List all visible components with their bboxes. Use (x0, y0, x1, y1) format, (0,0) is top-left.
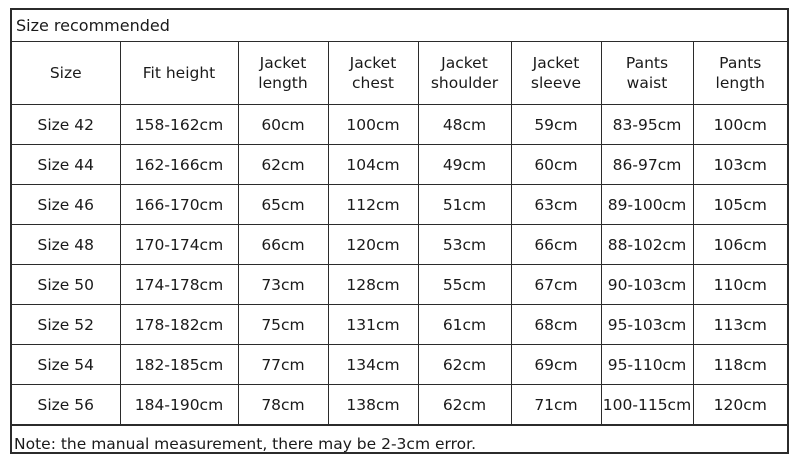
header-text: Jacket (532, 54, 580, 72)
cell-jacket-chest: 120cm (328, 225, 418, 265)
header-text: chest (351, 74, 395, 92)
table-row (12, 305, 787, 345)
cell-pants-waist: 86-97cm (601, 145, 693, 185)
header-jacket-sleeve (511, 42, 601, 105)
header-text: shoulder (430, 74, 499, 92)
cell-jacket-length: 60cm (238, 105, 328, 145)
cell-jacket-sleeve: 66cm (511, 225, 601, 265)
cell-jacket-shoulder: 61cm (418, 305, 511, 345)
header-pants-waist (601, 42, 693, 105)
cell-fit-height: 174-178cm (120, 265, 238, 305)
cell-fit-height: 170-174cm (120, 225, 238, 265)
cell-jacket-shoulder: 62cm (418, 345, 511, 385)
measurement-note: Note: the manual measurement, there may be 2-3cm error. (12, 425, 787, 461)
header-text: sleeve (530, 74, 582, 92)
cell-jacket-shoulder: 55cm (418, 265, 511, 305)
header-text: Fit height (142, 64, 216, 82)
header-text: Jacket (259, 54, 307, 72)
header-row (12, 42, 787, 105)
cell-jacket-shoulder: 62cm (418, 385, 511, 425)
header-text: Pants (625, 54, 669, 72)
cell-pants-waist: 100-115cm (601, 385, 693, 425)
header-text: Pants (719, 54, 762, 72)
cell-size: Size 56 (12, 385, 120, 425)
cell-jacket-sleeve: 60cm (511, 145, 601, 185)
cell-jacket-sleeve: 59cm (511, 105, 601, 145)
cell-jacket-length: 66cm (238, 225, 328, 265)
cell-jacket-length: 73cm (238, 265, 328, 305)
cell-pants-length: 100cm (693, 105, 787, 145)
table-row (12, 225, 787, 265)
cell-jacket-shoulder: 51cm (418, 185, 511, 225)
cell-jacket-length: 77cm (238, 345, 328, 385)
cell-jacket-chest: 100cm (328, 105, 418, 145)
cell-jacket-sleeve: 67cm (511, 265, 601, 305)
cell-size: Size 48 (12, 225, 120, 265)
table-row (12, 145, 787, 185)
cell-pants-length: 106cm (693, 225, 787, 265)
cell-fit-height: 182-185cm (120, 345, 238, 385)
cell-pants-waist: 90-103cm (601, 265, 693, 305)
cell-jacket-chest: 131cm (328, 305, 418, 345)
table-row (12, 185, 787, 225)
table-caption: Size recommended (12, 10, 787, 42)
header-text: waist (626, 74, 668, 92)
table-row (12, 265, 787, 305)
cell-pants-waist: 83-95cm (601, 105, 693, 145)
table-row (12, 385, 787, 425)
cell-jacket-length: 65cm (238, 185, 328, 225)
cell-size: Size 46 (12, 185, 120, 225)
cell-jacket-length: 78cm (238, 385, 328, 425)
cell-pants-length: 105cm (693, 185, 787, 225)
cell-jacket-shoulder: 49cm (418, 145, 511, 185)
header-jacket-chest (328, 42, 418, 105)
cell-pants-waist: 89-100cm (601, 185, 693, 225)
cell-fit-height: 166-170cm (120, 185, 238, 225)
cell-jacket-sleeve: 68cm (511, 305, 601, 345)
cell-jacket-chest: 138cm (328, 385, 418, 425)
header-jacket-length (238, 42, 328, 105)
header-text: Jacket (349, 54, 397, 72)
cell-fit-height: 162-166cm (120, 145, 238, 185)
header-fit-height (120, 42, 238, 105)
cell-pants-length: 118cm (693, 345, 787, 385)
cell-jacket-length: 75cm (238, 305, 328, 345)
cell-jacket-sleeve: 63cm (511, 185, 601, 225)
header-size (12, 42, 120, 105)
cell-jacket-chest: 134cm (328, 345, 418, 385)
header-jacket-shoulder (418, 42, 511, 105)
cell-size: Size 54 (12, 345, 120, 385)
header-pants-length (693, 42, 787, 105)
cell-jacket-shoulder: 53cm (418, 225, 511, 265)
cell-pants-length: 110cm (693, 265, 787, 305)
header-text: length (258, 74, 308, 92)
cell-pants-length: 113cm (693, 305, 787, 345)
cell-size: Size 42 (12, 105, 120, 145)
header-text: Jacket (441, 54, 488, 72)
cell-pants-waist: 95-103cm (601, 305, 693, 345)
cell-fit-height: 184-190cm (120, 385, 238, 425)
cell-size: Size 50 (12, 265, 120, 305)
cell-jacket-sleeve: 69cm (511, 345, 601, 385)
cell-jacket-chest: 112cm (328, 185, 418, 225)
header-text: Size (49, 64, 82, 82)
cell-pants-waist: 95-110cm (601, 345, 693, 385)
cell-fit-height: 178-182cm (120, 305, 238, 345)
table-body (12, 105, 787, 425)
table-row (12, 105, 787, 145)
cell-jacket-chest: 104cm (328, 145, 418, 185)
cell-jacket-chest: 128cm (328, 265, 418, 305)
size-table (12, 42, 787, 425)
size-chart (10, 8, 789, 454)
table-row (12, 345, 787, 385)
header-text: length (715, 74, 765, 92)
cell-jacket-sleeve: 71cm (511, 385, 601, 425)
cell-fit-height: 158-162cm (120, 105, 238, 145)
cell-pants-length: 120cm (693, 385, 787, 425)
cell-jacket-length: 62cm (238, 145, 328, 185)
cell-size: Size 44 (12, 145, 120, 185)
cell-pants-waist: 88-102cm (601, 225, 693, 265)
cell-jacket-shoulder: 48cm (418, 105, 511, 145)
cell-pants-length: 103cm (693, 145, 787, 185)
cell-size: Size 52 (12, 305, 120, 345)
